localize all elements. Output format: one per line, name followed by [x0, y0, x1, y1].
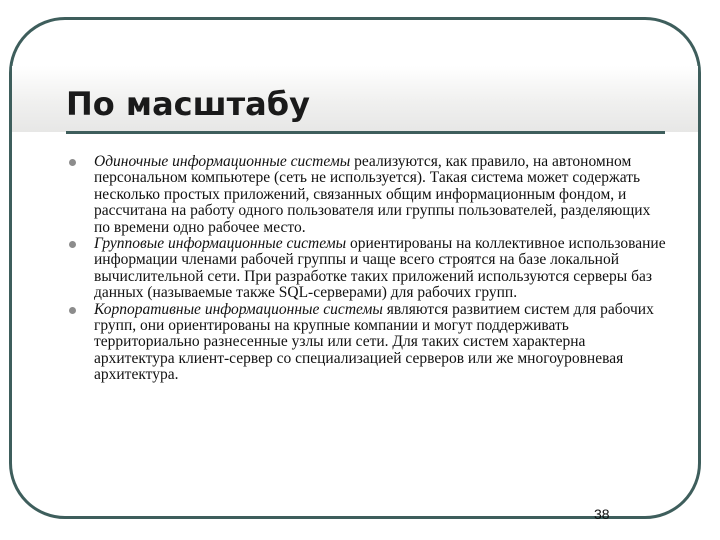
bullet-text: являются развитием систем для рабочих групп, они ориентированы на крупные компании и могут поддерживать территориально разнесенные узлы или сети. Для таких систем характерна архитектура клиент-сервер со специализацией серверов или же многоуровневая архитектура. [94, 300, 654, 384]
bullet-term: Групповые информационные системы [94, 235, 347, 253]
bullet-text: ориентированы на коллективное использование информации членами рабочей группы и чаще всего строятся на базе локальной вычислительной сети. При разработке таких приложений используются серверы баз данных (называемые также SQL-серверами) для рабочих групп. [94, 235, 666, 302]
bullet-item-corporate [66, 302, 666, 384]
bullet-list [66, 154, 666, 384]
bullet-dot-icon [69, 159, 76, 166]
bullet-dot-icon [69, 307, 76, 314]
bullet-item-group [66, 236, 666, 302]
slide-title: По масштабу [66, 85, 310, 123]
bullet-text: реализуются, как правило, на автономном персональном компьютере (сеть не используется). Такая система может содержать несколько простых приложений, связанных общим информационным фондом, и рассчитана на работу одного пользователя или группы пользователей, разделяющих по времени одно рабочее место. [94, 153, 651, 236]
bullet-term: Корпоративные информационные системы [94, 300, 383, 318]
title-underline [66, 131, 665, 134]
page-number: 38 [594, 506, 610, 522]
bullet-term: Одиночные информационные системы [94, 153, 351, 170]
bullet-item-single [66, 154, 666, 236]
bullet-dot-icon [69, 241, 76, 248]
